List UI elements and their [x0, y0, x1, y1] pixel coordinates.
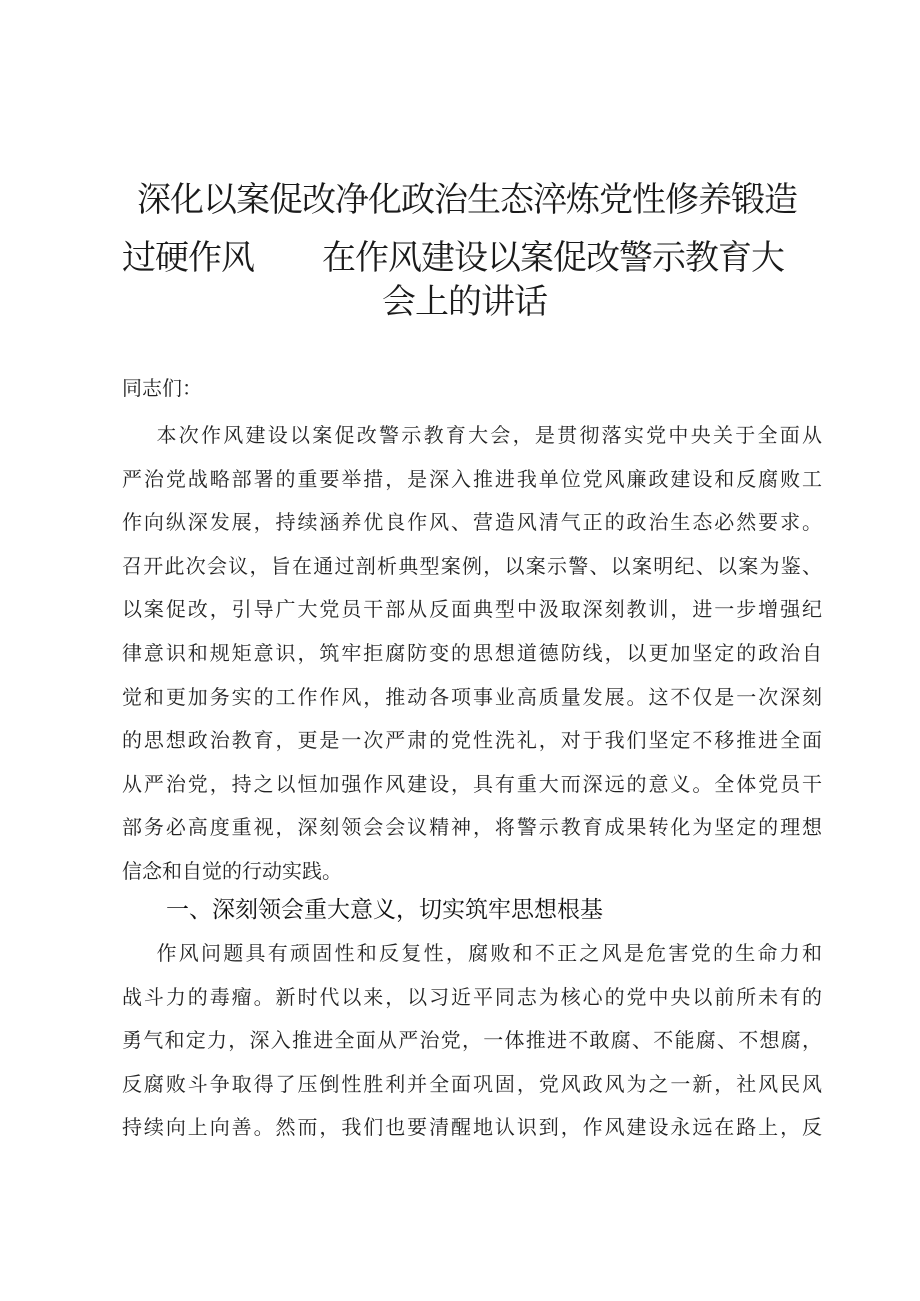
paragraph-section1	[122, 932, 822, 1150]
salutation: 同志们：	[122, 376, 202, 400]
paragraph-line: 以案促改，引导广大党员干部从反面典型中汲取深刻教训，进一步增强纪	[122, 597, 822, 622]
paragraph-line: 的思想政治教育，更是一次严肃的党性洗礼，对于我们坚定不移推进全面	[122, 728, 822, 753]
section-heading: 一、深刻领会重大意义，切实筑牢思想根基	[166, 897, 603, 923]
paragraph-line: 作向纵深发展，持续涵养优良作风、营造风清气正的政治生态必然要求。	[122, 510, 822, 535]
title-line-1: 深化以案促改净化政治生态淬炼党性修养锻造	[137, 180, 797, 220]
paragraph-line: 觉和更加务实的工作作风，推动各项事业高质量发展。这不仅是一次深刻	[122, 684, 822, 709]
paragraph-line: 勇气和定力，深入推进全面从严治党，一体推进不敢腐、不能腐、不想腐，	[122, 1028, 822, 1053]
paragraph-intro	[122, 414, 822, 894]
paragraph-line: 律意识和规矩意识，筑牢拒腐防变的思想道德防线，以更加坚定的政治自	[122, 640, 822, 665]
paragraph-line: 从严治党，持之以恒加强作风建设，具有重大而深远的意义。全体党员干	[122, 771, 822, 796]
paragraph-line: 部务必高度重视，深刻领会会议精神，将警示教育成果转化为坚定的理想	[122, 815, 822, 840]
paragraph-line: 战斗力的毒瘤。新时代以来，以习近平同志为核心的党中央以前所未有的	[122, 984, 822, 1009]
paragraph-line: 严治党战略部署的重要举措，是深入推进我单位党风廉政建设和反腐败工	[122, 466, 822, 491]
title-line-2-left: 过硬作风	[122, 238, 254, 278]
title-line-3: 会上的讲话	[382, 282, 547, 322]
paragraph-line: 持续向上向善。然而，我们也要清醒地认识到，作风建设永远在路上，反	[122, 1115, 822, 1140]
paragraph-line: 反腐败斗争取得了压倒性胜利并全面巩固，党风政风为之一新，社风民风	[122, 1071, 822, 1096]
paragraph-line: 召开此次会议，旨在通过剖析典型案例，以案示警、以案明纪、以案为鉴、	[122, 553, 822, 578]
paragraph-line: 作风问题具有顽固性和反复性，腐败和不正之风是危害党的生命力和	[122, 941, 822, 965]
title-line-2-right: 在作风建设以案促改警示教育大	[322, 238, 784, 278]
paragraph-line: 信念和自觉的行动实践。	[122, 858, 342, 883]
paragraph-line: 本次作风建设以案促改警示教育大会，是贯彻落实党中央关于全面从	[122, 423, 822, 447]
